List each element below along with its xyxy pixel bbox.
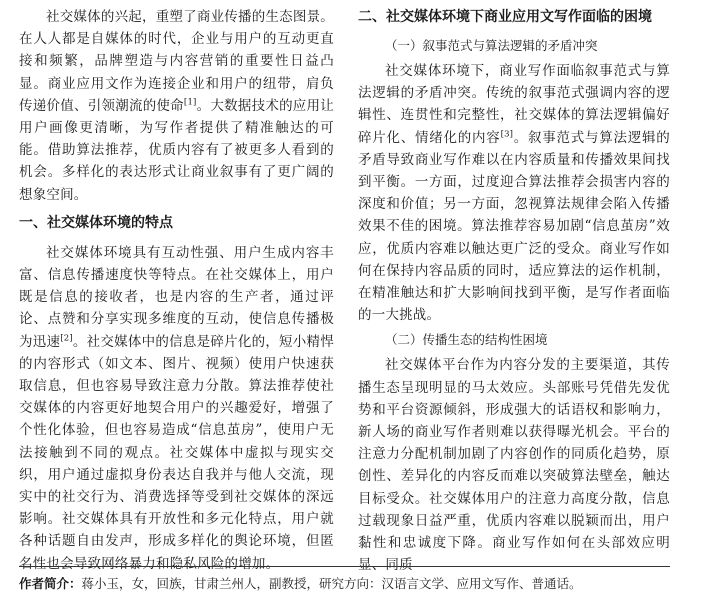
intro-paragraph	[19, 6, 334, 206]
subsection-1-heading: （一）叙事范式与算法逻辑的矛盾冲突	[385, 38, 598, 53]
section-1-heading: 一、社交媒体环境的特点	[19, 214, 173, 231]
subsection-1-paragraph	[358, 60, 670, 326]
section-2-heading: 二、社交媒体环境下商业应用文写作面临的困境	[358, 9, 652, 25]
footnote-divider	[19, 566, 670, 567]
section-1-text: 社交媒体环境具有互动性强、用户生成内容丰富、信息传播速度快等特点。在社交媒体上，用户既是信息的接收者，也是内容的生产者，通过评论、点赞和分享实现多维度的互动，使信息传播极为迅速	[19, 244, 334, 350]
citation-1: [1]	[183, 97, 197, 108]
author-note	[19, 574, 679, 594]
section-1-paragraph	[19, 242, 334, 575]
subsection-2-heading: （二）传播生态的结构性困境	[385, 332, 548, 348]
subsection-1-text-tail: 。叙事范式与算法逻辑的矛盾导致商业写作难以在内容质量和传播效果间找到平衡。一方面，过度迎合算法推荐会损害内容的深度和价值；另一方面，忽视算法规律会陷入传播效果不佳的困境。算法推荐容易加剧“信息茧房”效应，优质内容难以触达更广泛的受众。商业写作如何在保持内容品质的同时，适应算法的运作机制，在精准触达和扩大影响间找到平衡，是写作者面临的一大挑战。	[358, 129, 671, 324]
section-1-text-tail: 。社交媒体中的信息是碎片化的，短小精悍的内容形式（如文本、图片、视频）使用户快速获取信息，但也容易导致注意力分散。算法推荐使社交媒体的内容更好地契合用户的兴趣爱好，增强了个性化体验，但也容易造成“信息茧房”，使用户无法接触到不同的观点。社交媒体中虚拟与现实交织，用户通过虚拟身份表达自我并与他人交流，现实中的社交行为、消费选择等受到社交媒体的深远影响。社交媒体具有开放性和多元化特点，用户就各种话题自由发声，形成多样化的舆论环境，但匿名性也会导致网络暴力和隐私风险的增加。	[19, 333, 334, 572]
intro-text: 社交媒体的兴起，重塑了商业传播的生态图景。在人人都是自媒体的时代，企业与用户的互动更直接和频繁，品牌塑造与内容营销的重要性日益凸显。商业应用文作为连接企业和用户的纽带，肩负传递价值、引领潮流的使命	[19, 9, 334, 114]
citation-3: [3]	[500, 129, 514, 140]
subsection-2-paragraph: 社交媒体平台作为内容分发的主要渠道，其传播生态呈现明显的马太效应。头部账号凭借先发优势和平台资源倾斜，形成强大的话语权和影响力，新人场的商业写作者则难以获得曝光机会。平台的注意力分配机制加剧了内容创作的同质化趋势，原创性、差异化的内容反而难以突破算法壁垒，触达目标受众。社交媒体用户的注意力高度分散，信息过载现象日益严重，优质内容难以脱颖而出，用户黏性和忠诚度下降。商业写作如何在头部效应明显、同质	[358, 357, 670, 574]
intro-text-tail: 。大数据技术的应用让用户画像更清晰，为写作者提供了精准触达的可能。借助算法推荐，优质内容有了被更多人看到的机会。多样化的表达形式让商业叙事有了更广阔的想象空间。	[19, 97, 334, 203]
author-note-label: 作者简介：	[19, 576, 82, 591]
author-note-text: 蒋小玉，女，回族，甘肃兰州人，副教授，研究方向：汉语言文学、应用文写作、普通话。	[81, 576, 582, 591]
subsection-1-text: 社交媒体环境下，商业写作面临叙事范式与算法逻辑的矛盾冲突。传统的叙事范式强调内容的逻辑性、连贯性和完整性，社交媒体的算法逻辑偏好碎片化、情绪化的内容	[358, 63, 670, 146]
citation-2: [2]	[60, 333, 73, 344]
right-column	[358, 6, 670, 576]
left-column	[19, 6, 334, 575]
